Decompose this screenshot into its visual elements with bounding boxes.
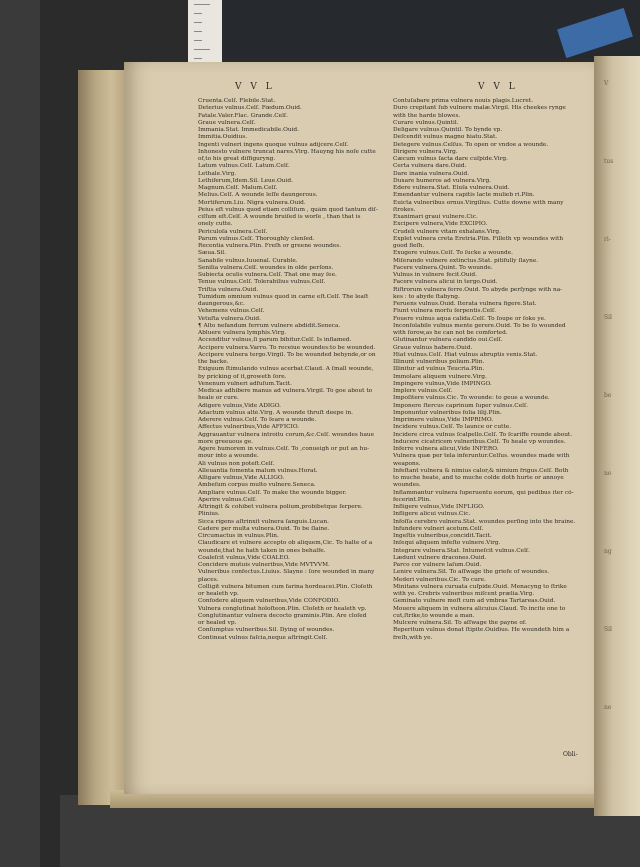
text-line: Adigere vulnus,Vide ADIGO. — [198, 402, 282, 409]
text-line: to muche heate, and to muche colde doth hurte or annoye — [393, 475, 564, 481]
text-line: Geminato vulnere moſt cum ad vmbras Tartareas.Ouid. — [393, 598, 556, 605]
text-line: Aderere vulnus.Celſ. To ſeare a wounde. — [198, 417, 317, 423]
text-line: Reperitum vulnus donat ſtipite.Ouidius. He woundeth him a — [393, 627, 570, 634]
ruler-tick — [194, 22, 202, 23]
ruler-tick — [194, 13, 202, 14]
text-line: Incidere circa vulnus ſcalpello.Celſ. To ſcariffe rounde about. — [393, 431, 573, 438]
text-line: Inconſolabile vulnus mente gerere.Ouid. To be ſo wounded — [393, 322, 566, 329]
text-line: Parco cor vulnere laſum.Ouid. — [393, 562, 482, 568]
text-line: Accipere vulnera.Varro. To receiue woundes:to be wounded. — [198, 344, 376, 351]
facing-page-fragment: Sil — [604, 314, 612, 321]
text-line: with ye. Crebris vulneribus miſcent prælia.Virg. — [393, 591, 535, 597]
text-line: Inhonesto vulnere truncat nares.Virg. Hauyng his noſe cutte — [198, 148, 376, 155]
text-line: Exanimari graui vulnere.Cic. — [393, 214, 478, 220]
text-line: or healed vp. — [198, 620, 237, 626]
text-line: Affectus vulneribus,Vide AFFICIO. — [198, 424, 300, 431]
text-line: Imponere ſtercus caprinum ſuper vulnus.Celſ. — [393, 402, 529, 409]
text-line: Aperire vulnus.Celſ. — [198, 496, 257, 503]
text-line: Senilia vulnera.Celſ. woundes in olde perſons. — [198, 264, 334, 271]
text-line: Crudeli vulnere vitam exhalans.Virg. — [393, 228, 501, 235]
text-line: Immania.Stat. Immedicabile.Ouid. — [198, 127, 299, 133]
facing-page-fragment: ne — [604, 704, 612, 711]
text-line: Confodere aliquem vulneribus,Vide CONFODIO. — [198, 598, 340, 605]
text-line: Cæcum vulnus ſacta dare cuſpide.Virg. — [393, 156, 508, 162]
text-line: Euicta vulneribus ornus.Virgilius. Cutte downe with many — [393, 199, 564, 206]
text-line: Immitia.Ouidius. — [198, 134, 248, 141]
text-line: Infligere vulnus,Vide INFLIGO. — [393, 504, 485, 510]
text-line: Exiguum ſtimulando vulnus acerbat.Claud. A ſmall wounde, — [198, 366, 374, 373]
text-line: Illinunt vulneribus polium.Plin. — [393, 359, 485, 365]
text-line: Latum vulnus.Celſ. Latum.Celſ. — [198, 163, 290, 170]
text-line: places. — [198, 576, 219, 583]
text-line: fecerint.Plin. — [393, 496, 431, 503]
text-line: Cruenta.Celſ. Flebile.Stat. — [198, 98, 276, 104]
text-line: with the harde blowes. — [393, 112, 461, 119]
text-line: Ali vulnus non poteſt.Celſ. — [198, 460, 275, 467]
text-line: Dirigere vulnera.Virg. — [393, 148, 458, 155]
text-line: Deterius vulnus.Celſ. Fœdum.Ouid. — [198, 105, 302, 112]
text-line: Mortiferum.Liu. Nigra vulnera.Ouid. — [198, 199, 306, 206]
text-line: heale or cure. — [198, 395, 239, 402]
text-line: Accenditur vulnus,ſi parum bibitur.Celſ. Is inflamed. — [198, 337, 352, 344]
facing-page-fragment: Sil — [604, 626, 612, 633]
text-line: Imponuntur vulneribus folia lilij.Plin. — [393, 409, 502, 416]
text-line: Fiunt vulnera morſu ſerpentis.Celſ. — [393, 308, 497, 315]
text-line: Tenue vulnus.Celſ. Tolerabilius vulnus.Celſ. — [198, 279, 326, 286]
text-line: Vetuſta vulnera.Ouid. — [198, 315, 261, 322]
text-line: Integrare vulnera.Stat. Intumeſcit vulnus.Celſ. — [393, 547, 530, 554]
facing-page-fragment: ri- — [604, 236, 611, 243]
ruler-tick — [194, 4, 210, 5]
text-line: Emendantur vulnera capitis lacte mulieb ri.Plin. — [393, 192, 535, 199]
text-line: Graue vulnera.Celſ. — [198, 119, 256, 126]
text-line: or healeth vp. — [198, 591, 239, 597]
text-line: Certa vulnera dare.Ouid. — [393, 163, 467, 170]
text-line: Infundere vulneri acetum.Celſ. — [393, 525, 484, 532]
text-line: Inducere cicatricem vulneribus.Celſ. To heale vp woundes. — [393, 438, 566, 445]
text-line: Concidere mutuis vulneribus,Vide MVTVVM. — [198, 562, 330, 568]
catchword: Obli- — [563, 751, 578, 758]
text-line: Contineat vulnus faſcia,neque aſtringit.Celſ. — [198, 634, 328, 641]
text-line: ¶ Alto nefandum ferrum vulnere abdidit.Seneca. — [198, 322, 341, 329]
text-line: Feruens vulnus.Ouid. Iterata vulnera figere.Stat. — [393, 301, 537, 307]
facing-page-fragment: ng — [604, 548, 612, 555]
facing-page-glimpse — [594, 56, 640, 816]
text-line: Plinius. — [198, 511, 220, 518]
facing-page-fragment: tus — [604, 158, 614, 165]
text-line: Coaleſcit vulnus,Vide COALEO. — [198, 554, 290, 561]
text-line: Circumactus in vulnus.Plin. — [198, 533, 279, 539]
text-line: Infligere alicui vulnus.Cic. — [393, 511, 471, 518]
text-line: wounde,that he hath taken in ones behalfe. — [198, 547, 326, 554]
text-line: Imprimere vulnus,Vide IMPRIMO. — [393, 417, 494, 423]
text-line: Explet vulnera creta Eretria.Plin. Filleth vp woundes with — [393, 235, 564, 242]
text-line: Aſtringit & cohibet vulnera polium,probibetque ſerpere. — [198, 504, 363, 510]
text-line: Riſtrorum vulnera ferre.Ouid. To abyde perſynge with na- — [393, 286, 563, 293]
text-line: Conglutinantur vulnera decocto graminis.Plin. Are cloſed — [198, 612, 367, 619]
text-line: Mouere aliquem in vulnera alicuius.Claud. To incite one to — [393, 605, 566, 612]
facing-page-fragment: be — [604, 392, 612, 399]
text-line: woundes. — [393, 482, 421, 489]
text-line: Implere vulnus.Celſ. — [393, 388, 453, 394]
text-line: Duxare humeros ad vulnera.Virg. — [393, 177, 491, 184]
text-line: Vulneribus confectus.Liuius. Slayne : ſore wounded in many — [198, 569, 375, 576]
text-line: Illinitur ad vulnus Teucria.Plin. — [393, 366, 485, 373]
text-line: Lethale.Virg. — [198, 170, 237, 177]
text-line: Cadere per multa vulnera.Ouid. To be ſlaine. — [198, 525, 330, 532]
text-line: Hiat vulnus.Celſ. Hiat vulnus abruptis venis.Stat. — [393, 351, 538, 358]
text-line: of,to his great diſfiguryng. — [198, 156, 276, 162]
text-line: Vulnus in vulnere fecit.Ouid. — [393, 272, 477, 278]
text-line: Miſerando vulnere extinctus.Stat. pitifully ſlayne. — [393, 257, 539, 264]
text-line: Accipere vulnera tergo.Virgil. To be wounded behynde,or on — [198, 351, 376, 358]
text-line: Magnum.Celſ. Malum.Celſ. — [198, 185, 278, 191]
text-line: mour into a wounde. — [198, 453, 259, 460]
text-line: Ambeſum corpus multo vulnere.Seneca. — [198, 482, 316, 489]
text-line: Peius eſt vulnus quod etiam colliſum , quâm quod tantum diſ- — [198, 206, 378, 213]
text-line: weapons. — [393, 460, 421, 467]
text-line: Deligare vulnus.Quintil. To bynde vp. — [393, 127, 503, 133]
running-header-left: V V L — [235, 82, 275, 92]
text-line: Sæua.Sil. — [198, 250, 226, 257]
text-line: Vulnera quæ per tela inferuntur.Celſus. woundes made with — [393, 453, 570, 460]
left-column — [198, 98, 398, 642]
text-line: Immolare aliquem vulnere.Virg. — [393, 373, 487, 380]
text-line: Curare vulnus.Quintil. — [393, 119, 459, 126]
text-line: Dare inania vulnera.Ouid. — [393, 170, 470, 177]
text-line: Lenire vulnera.Sil. To aſſwage the griefe of woundes. — [393, 569, 550, 576]
text-line: Impoſitere vulnus.Cic. To wounde: to geue a wounde. — [393, 395, 550, 402]
text-line: Vulnera conglutinat holoſteon.Plin. Cloſeth or healeth vp. — [198, 605, 367, 612]
text-line: more greeuous ge. — [198, 438, 254, 445]
text-line: ſtrokes. — [393, 206, 416, 213]
text-line: Vehemens vulnus.Celſ. — [198, 308, 265, 315]
text-line: Claudicare et vulnere accepto ob aliquem,Cic. To halte of a — [198, 540, 373, 547]
text-line: cut,ſtrike,to wounde a man. — [393, 612, 475, 619]
text-line: Edere vulnera.Stat. Eluſa vulnera.Ouid. — [393, 185, 510, 191]
facing-page-fragment: V — [604, 80, 609, 87]
text-line: Medicas adhibere manus ad vulnera.Virgil. To goe about to — [198, 388, 373, 394]
text-line: Lethiferum,Idem.Sil. Leue.Ouid. — [198, 177, 293, 184]
text-line: Glutinantur vulnera candido oui.Celſ. — [393, 337, 503, 344]
text-line: Graue vulnus habere.Ouid. — [393, 344, 473, 351]
text-line: Exugere vulnus.Celſ. To ſucke a wounde. — [393, 250, 513, 257]
text-line: Sanabile vulnus.Iuuenal. Curable. — [198, 257, 298, 264]
text-line: Ingeſtis vulneribus,concidit.Tacit. — [393, 533, 492, 539]
text-line: Detegere vulnus.Celſus. To open or vndoe a wounde. — [393, 141, 549, 148]
text-line: Periculoſa vulnera.Celſ. — [198, 228, 268, 235]
text-line: Ingenti vulneri ingens quoque vulnus adijcere.Celſ. — [198, 141, 349, 148]
text-line: Alleuantia fomenta malum vulnus.Horat. — [198, 467, 318, 474]
text-line: the backe. — [198, 359, 229, 365]
text-line: Alligare vulnus,Vide ALLIGO. — [198, 475, 285, 481]
text-line: Facere vulnera alicui in tergo.Ouid. — [393, 279, 498, 286]
ruler-tick — [194, 58, 202, 59]
text-line: onely cutte. — [198, 221, 233, 228]
text-line: Impingere vulnus,Vide IMPINGO. — [393, 380, 492, 387]
text-line: Lædunt vulnere dracones.Ouid. — [393, 554, 487, 561]
text-line: Minitans vulnera curuata cuſpide.Ouid. Menacyng to ſtrike — [393, 583, 567, 590]
text-line: Adactum vulnus altè.Virg. A wounde thruſt deepe in. — [198, 409, 353, 416]
text-line: Infoſſa cerebro vulnera.Stat. woundes perſing into the braine. — [393, 518, 576, 525]
text-line: Fatale.Valer.Flac. Grande.Celſ. — [198, 112, 288, 119]
text-line: Abluere vulnera lymphis.Virg. — [198, 330, 287, 336]
text-line: Venenum vulneri adfuſum.Tacit. — [198, 380, 292, 387]
text-line: Tumidum omnium vulnus quod in carne eſt.Celſ. The leaſt — [198, 293, 369, 300]
text-line: Parum vulnus.Celſ. Thoroughly clenſed. — [198, 235, 315, 242]
text-line: with ſorow,as he can not be comforted. — [393, 330, 508, 336]
text-line: Ampliare vulnus.Celſ. To make the wounde bigger. — [198, 489, 347, 496]
text-line: daungerous,&c. — [198, 301, 245, 307]
text-line: Infeſtant vulnera & nimius calor,& nimium frigus.Celſ. Both — [393, 467, 569, 474]
ruler-tick — [194, 40, 202, 41]
text-line: Contuſabare prima vulnera nouis plagis.Lucret. — [393, 98, 533, 104]
text-line: Inflammantur vulnera ſuperuentu eorum, qui pedibus iter cõ- — [393, 489, 574, 496]
text-line: freſh,with ye. — [393, 634, 433, 641]
text-line: Duro crepitant ſub vulnere malæ.Virgil. His cheekes rynge — [393, 105, 566, 112]
facing-page-fragment: ne — [604, 470, 612, 477]
text-line: Triſtia vulnera.Ouid. — [198, 286, 259, 293]
text-line: ciſſum eſt.Celſ. A wounde bruiſed is worſe , than that is — [198, 214, 361, 220]
ruler-tick — [194, 49, 210, 50]
text-line: Deſcendit vulnus magno hiatu.Stat. — [393, 134, 498, 141]
background-left — [0, 0, 40, 867]
text-line: Fouere vulnus aqua calida.Celſ. To ſoupe or ſoke ye. — [393, 315, 546, 322]
text-line: Conſumptus vulneribus.Sil. Dying of woundes. — [198, 627, 335, 634]
ruler-tick — [194, 31, 202, 32]
text-line: Mederi vulneribus.Cic. To cure. — [393, 576, 486, 583]
text-line: Recentia vulnera.Plin. Freſh or greene woundes. — [198, 243, 342, 249]
text-line: Colligit vulnera bitumen cum farina hordeacei.Plin. Cloſeth — [198, 583, 373, 590]
text-line: Incidere vulnus.Celſ. To launce or cutte. — [393, 424, 512, 431]
text-line: by pricking of it,groweth ſore. — [198, 373, 287, 380]
text-line: Subiecta oculis vulnera.Celſ. That one may ſee. — [198, 272, 337, 278]
text-line: Mulcere vulnera.Sil. To aſſwage the payne of. — [393, 620, 527, 626]
running-header-right: V V L — [478, 82, 518, 92]
text-line: Melius.Celſ. A wounde leſſe daungerous. — [198, 192, 318, 199]
text-line: Agere humorem in vulnus.Celſ. To ,conueigh or put an hu- — [198, 446, 370, 452]
text-line: Aggrauantur vulnera introitu corum,&c.Celſ. woundes haue — [198, 431, 375, 438]
text-line: kes : to abyde ſtabyng. — [393, 293, 460, 300]
text-line: Sicca rigens aſtrinxit vulnera ſanguis.Lucan. — [198, 518, 329, 525]
text-line: Excipere vulnera,Vide EXCIPIO. — [393, 221, 488, 228]
text-line: Inferre vulnera alicui,Vide INFERO. — [393, 446, 499, 452]
right-column — [393, 98, 589, 642]
text-line: good fleſh. — [393, 243, 425, 249]
text-line: Inſequi aliquem infeſto vulnere.Virg. — [393, 540, 501, 547]
text-line: Facere vulnera.Quint. To wounde. — [393, 264, 493, 271]
